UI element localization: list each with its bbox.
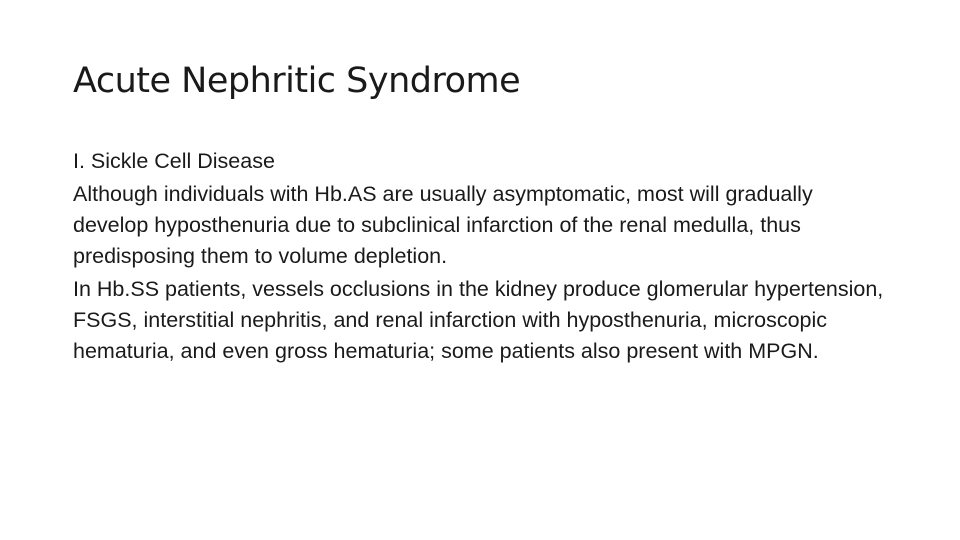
slide-body [73,146,888,369]
body-paragraph-hbss: In Hb.SS patients, vessels occlusions in the kidney produce glomerular hypertension, FSGS, interstitial nephritis, and renal infarction with hyposthenuria, microscopic hematuria, and even gross hematuria; some patients also present with MPGN. [73,277,884,363]
slide-title: Acute Nephritic Syndrome [73,61,521,101]
body-paragraph-heading: I. Sickle Cell Disease [73,149,275,173]
body-paragraph-hbas: Although individuals with Hb.AS are usually asymptomatic, most will gradually develop hyposthenuria due to subclinical infarction of the renal medulla, thus predisposing them to volume depletion. [73,182,813,268]
